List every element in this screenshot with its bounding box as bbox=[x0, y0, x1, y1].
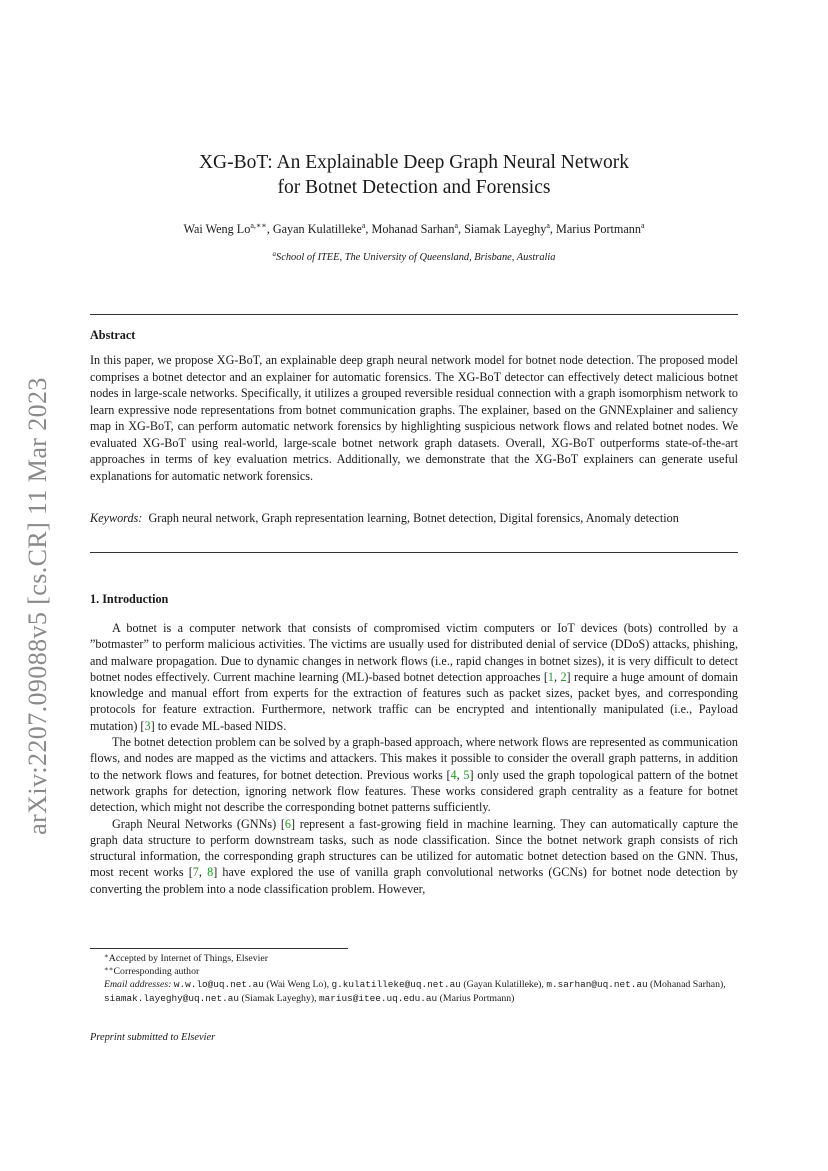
title-line-2: for Botnet Detection and Forensics bbox=[277, 177, 551, 198]
email-address[interactable]: marius@itee.uq.edu.au bbox=[319, 992, 438, 1004]
affiliation bbox=[90, 252, 738, 263]
paper-title bbox=[90, 150, 738, 200]
author-name: Mohanad Sarhan bbox=[371, 222, 455, 236]
email-owner: (Gayan Kulatilleke), bbox=[460, 979, 547, 991]
citation-link[interactable]: 1 bbox=[547, 669, 554, 684]
author-name: Gayan Kulatilleke bbox=[272, 222, 362, 236]
author-name: Marius Portmann bbox=[556, 222, 641, 236]
abstract-top-rule bbox=[90, 314, 738, 315]
citation-separator: , bbox=[456, 767, 464, 782]
citation-link[interactable]: 6 bbox=[284, 816, 291, 831]
email-address[interactable]: siamak.layeghy@uq.net.au bbox=[104, 992, 240, 1004]
paragraph-text: ] to evade ML-based NIDS. bbox=[150, 718, 287, 733]
author-marker: a,∗∗ bbox=[250, 221, 267, 230]
paragraph bbox=[90, 816, 738, 897]
paragraph-text: Graph Neural Networks (GNNs) [ bbox=[112, 816, 285, 831]
title-line-1: XG-BoT: An Explainable Deep Graph Neural Network bbox=[198, 152, 630, 173]
citation-link[interactable]: 8 bbox=[207, 865, 214, 880]
email-address[interactable]: g.kulatilleke@uq.net.au bbox=[331, 979, 461, 991]
email-label: Email addresses: bbox=[104, 979, 172, 991]
paragraph-text: ] have explored the use of vanilla graph convolutional networks (GCNs) for botnet node detection by converting the problem into a node classification problem. However, bbox=[90, 865, 738, 896]
email-owner: (Wai Weng Lo), bbox=[263, 979, 332, 991]
keywords-label: Keywords: bbox=[90, 511, 143, 525]
author-name: Siamak Layeghy bbox=[464, 222, 547, 236]
paragraph bbox=[90, 620, 738, 734]
footnotes bbox=[90, 952, 738, 1005]
paragraph-text: ] only used the graph topological pattern of the botnet network graphs for detection, ignoring network flow features. These works considered graph centrality as a feature for botnet detection, which might not describe the corresponding botnet patterns sufficiently. bbox=[90, 767, 738, 815]
section-heading-introduction: 1. Introduction bbox=[90, 592, 169, 606]
author-marker: a bbox=[640, 221, 645, 230]
footnote bbox=[90, 952, 738, 965]
email-owner: (Mohanad Sarhan), bbox=[647, 979, 726, 991]
paragraph-text: The botnet detection problem can be solved by a graph-based approach, where network flows are represented as communication flows, and nodes are mapped as the victims and attackers. This makes it possible to consider the overall graph patterns, in addition to the network flows and features, for botnet detection. Previous works [ bbox=[90, 735, 738, 782]
arxiv-id-text: arXiv:2207.09088v5 [cs.CR] 11 Mar 2023 bbox=[23, 377, 53, 835]
citation-link[interactable]: 7 bbox=[192, 865, 199, 880]
affiliation-marker: a bbox=[272, 250, 277, 258]
preprint-note: Preprint submitted to Elsevier bbox=[90, 1032, 216, 1043]
author-marker: a bbox=[454, 221, 458, 230]
author-name: Wai Weng Lo bbox=[183, 222, 251, 236]
footnote-text: Corresponding author bbox=[113, 966, 200, 978]
footnote-marker: ∗∗ bbox=[104, 965, 114, 974]
abstract-heading: Abstract bbox=[90, 328, 136, 342]
keywords bbox=[90, 510, 738, 527]
email-owner: (Marius Portmann) bbox=[437, 992, 515, 1004]
paragraph-text: ] require a huge amount of domain knowledge and manual effort from experts for the extraction of features such as packet sizes, packet byes, and corresponding protocols for feature extraction. Furthermore, network traffic can be encrypted and intentionally manipulated (i.e., Payload mutation) [ bbox=[90, 669, 739, 733]
citation-link[interactable]: 3 bbox=[144, 718, 151, 733]
citation-link[interactable]: 5 bbox=[463, 767, 470, 782]
keywords-text: Graph neural network, Graph representation learning, Botnet detection, Digital forensics, Anomaly detection bbox=[148, 511, 679, 525]
footnote-rule bbox=[90, 948, 348, 949]
footnote-text: Accepted by Internet of Things, Elsevier bbox=[108, 953, 269, 964]
author-marker: a bbox=[361, 221, 366, 230]
paragraph bbox=[90, 734, 738, 815]
affiliation-text: School of ITEE, The University of Queensland, Brisbane, Australia bbox=[276, 252, 556, 263]
abstract-bottom-rule bbox=[90, 552, 738, 553]
arxiv-side-identifier bbox=[18, 360, 58, 852]
footnote bbox=[90, 965, 738, 978]
footnote-email-addresses bbox=[90, 978, 738, 1004]
email-address[interactable]: w.w.lo@uq.net.au bbox=[173, 979, 264, 991]
introduction-body bbox=[90, 620, 738, 897]
author-list: Wai Weng $Lo^{a,∗∗}$, Gayan Kulatilleke$^a$, Mohanad Sarhan$^a$, Siamak Layeghy$^a$, Marius Portmann$^a$ bbox=[183, 221, 645, 236]
citation-link[interactable]: 4 bbox=[450, 767, 457, 782]
footnote-marker: ∗ bbox=[104, 952, 109, 960]
citation-separator: , bbox=[198, 865, 208, 880]
email-owner: (Siamak Layeghy), bbox=[239, 992, 320, 1004]
citation-separator: , bbox=[553, 669, 561, 684]
author-marker: a bbox=[546, 221, 550, 230]
paragraph-text: ] represent a fast-growing field in machine learning. They can automatically capture the graph data structure to perform downstream tasks, such as node classification. Since the botnet network graph consists of rich structural information, the corresponding graph structures can be utilized for automatic botnet detection based on the GNN. Thus, most recent works [ bbox=[90, 816, 739, 880]
abstract-text: In this paper, we propose XG-BoT, an explainable deep graph neural network model for botnet node detection. The proposed model comprises a botnet detector and an explainer for automatic forensics. The XG-BoT detector can effectively detect malicious botnet nodes in large-scale networks. Specifically, it utilizes a grouped reversible residual connection with a graph isomorphism network to learn expressive node representations from botnet communication graphs. The explainer, based on the GNNExplainer and saliency map in XG-BoT, can perform automatic network forensics by highlighting suspicious network flows and related botnet nodes. We evaluated XG-BoT using real-world, large-scale botnet network graph datasets. Overall, XG-BoT outperforms state-of-the-art approaches in terms of key evaluation metrics. Additionally, we demonstrate that the XG-BoT explainers can generate useful explanations for automatic network forensics. bbox=[90, 353, 738, 483]
email-address[interactable]: m.sarhan@uq.net.au bbox=[546, 979, 648, 991]
paragraph-text: A botnet is a computer network that consists of compromised victim computers or IoT devices (bots) controlled by a ”botmaster” to perform malicious activities. The victims are usually used for distributed denial of service (DDoS) attacks, phishing, and malware propagation. Due to dynamic changes in network flows (i.e., rapid changes in botnet sizes), it is very difficult to detect botnet nodes effectively. Current machine learning (ML)-based botnet detection approaches [ bbox=[90, 621, 738, 684]
citation-link[interactable]: 2 bbox=[560, 669, 567, 684]
